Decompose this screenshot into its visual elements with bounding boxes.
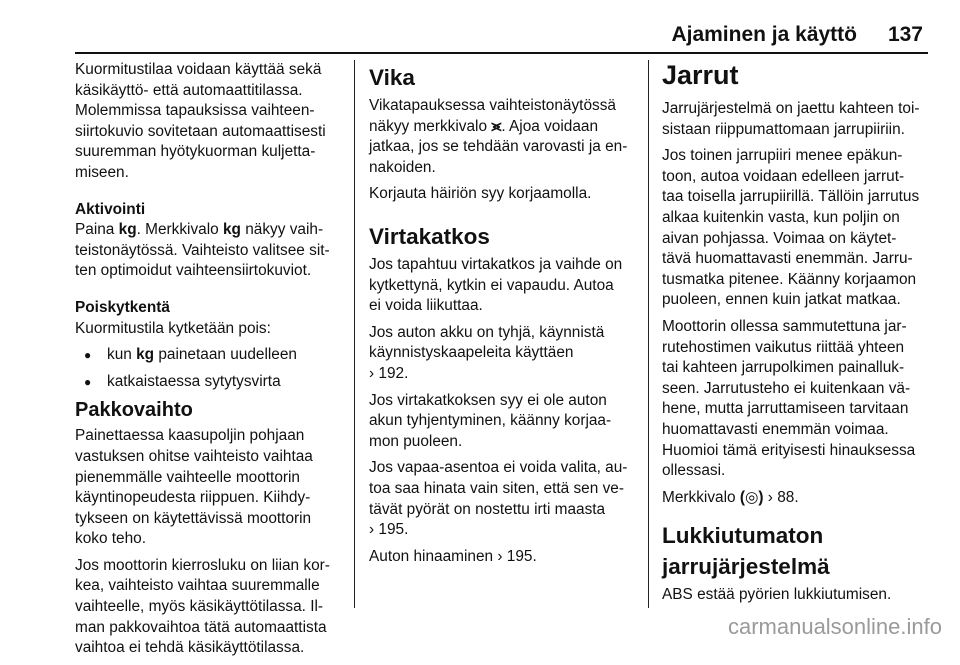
deactivation-intro: Kuormitustila kytketään pois: <box>75 319 271 337</box>
reference-arrow-icon: › <box>497 547 503 565</box>
watermark: carmanualsonline.info <box>727 614 942 639</box>
reference-arrow-icon: › <box>369 521 375 539</box>
power-paragraph-2: Jos auton akku on tyhjä, käynnistä käynnistyskaapeleita käyttäen › 192. <box>369 323 639 385</box>
column-2 <box>369 60 639 573</box>
page-reference[interactable]: › 195. <box>369 521 409 539</box>
brake-warning-icon: (◎) <box>739 488 764 506</box>
overrev-paragraph: Jos moottorin kierrosluku on liian kor- kea, vaihteisto vaihtaa suuremmalle vaihteelle, myös käsikäyttötilassa. Il- man pakkovaihtoa tätä automaattista vaihtoa ei tehdä käsikäyttötilassa. <box>75 556 330 657</box>
bullet-item: ● katkaistaessa sytytysvirta <box>75 372 345 393</box>
column-divider-1 <box>354 60 355 608</box>
brakes-paragraph-1: Jarrujärjestelmä on jaettu kahteen toi- sistaan riippumattomaan jarrupiiriin. <box>662 100 920 138</box>
header-rule <box>75 52 928 54</box>
brakes-indicator-paragraph <box>662 488 932 509</box>
reference-arrow-icon: › <box>767 488 773 506</box>
header-page-number: 137 <box>887 23 923 46</box>
power-paragraph-1: Jos tapahtuu virtakatkos ja vaihde on kytkettynä, kytkin ei vapaudu. Autoa ei voida liikuttaa. <box>369 255 623 315</box>
column-1 <box>75 60 345 665</box>
kickdown-paragraph: Painettaessa kaasupoljin pohjaan vastuksen ohitse vaihteisto vaihtaa pienemmälle vaihteelle moottorin käyntinopeudesta riippuen. Kiihdy- tykseen on käytettävissä moottorin koko teho. <box>75 427 313 548</box>
brakes-heading: Jarrut <box>662 60 739 90</box>
page-reference[interactable]: Merkkivalo (◎) › 88. <box>662 488 799 506</box>
header-section-title: Ajaminen ja käyttö <box>671 23 857 46</box>
kickdown-heading: Pakkovaihto <box>75 399 193 422</box>
transmission-fault-icon: ⪤ <box>491 117 502 135</box>
fault-repair-paragraph: Korjauta häiriön syy korjaamolla. <box>369 185 592 203</box>
power-paragraph-3: Jos virtakatkoksen syy ei ole auton akun tyhjentyminen, käänny korjaa- mon puoleen. <box>369 391 612 450</box>
intro-paragraph: Kuormitustilaa voidaan käyttää sekä käsikäyttö- että automaattitilassa. Molemmissa tapauksissa vaihteen- siirtokuvio sovitetaan automaattisesti suuremman hyötykuorman kuljetta- miseen. <box>75 61 326 181</box>
kg-indicator: kg <box>223 221 241 239</box>
fault-paragraph: Vikatapauksessa vaihteistonäytössä näkyy merkkivalo ⪤. Ajoa voidaan jatkaa, jos se tehdään varovasti ja en- nakoiden. <box>369 97 628 176</box>
page-reference[interactable]: Auton hinaaminen › 195. <box>369 547 537 565</box>
activation-paragraph: Paina kg. Merkkivalo kg näkyy vaih- teistonäytössä. Vaihteisto valitsee sit- ten optimoidut vaihteensiirtokuviot. <box>75 221 330 280</box>
page-reference[interactable]: › 192. <box>369 364 409 382</box>
fault-heading: Vika <box>369 65 415 90</box>
abs-heading-line-2: jarrujärjestelmä <box>662 554 830 580</box>
power-paragraph-4: Jos vapaa-asentoa ei voida valita, au- toa saa hinata vain siten, että sen ve- tävät pyörät on nostettu irti maasta › 195. <box>369 458 639 540</box>
abs-heading-line-1: Lukkiutumaton <box>662 523 824 549</box>
bullet-item: ● kun kg painetaan uudelleen <box>75 345 345 366</box>
abs-paragraph: ABS estää pyörien lukkiutumisen. <box>662 586 892 604</box>
towing-paragraph <box>369 547 639 568</box>
brakes-paragraph-3: Moottorin ollessa sammutettuna jar- rutehostimen vaikutus riittää yhteen tai kahteen jarrupolkimen painalluk- seen. Jarrutusteho ei kuitenkaan vä- hene, mutta jarruttamiseen tarvitaan huomattavasti enemmän voimaa. Huomioi tämä erityisesti hinauksessa ollessasi. <box>662 317 916 480</box>
power-failure-heading: Virtakatkos <box>369 223 490 249</box>
column-divider-2 <box>648 60 649 608</box>
kg-symbol: kg <box>118 221 137 239</box>
activation-heading: Aktivointi <box>75 200 146 218</box>
reference-arrow-icon: › <box>369 364 375 382</box>
column-3 <box>662 60 932 612</box>
deactivation-heading: Poiskytkentä <box>75 298 170 316</box>
page-header <box>0 0 960 58</box>
brakes-paragraph-2: Jos toinen jarrupiiri menee epäkun- toon, autoa voidaan edelleen jarrut- taa toisella jarrupiirillä. Tällöin jarrutus alkaa kuitenkin vasta, kun poljin on aivan pohjassa. Voimaa on käytet- tävä huomattavasti enemmän. Jarru- tusmatka pitenee. Käänny korjaamon puoleen, ennen kuin jatkat matkaa. <box>662 147 920 309</box>
kg-symbol: kg <box>136 346 155 364</box>
